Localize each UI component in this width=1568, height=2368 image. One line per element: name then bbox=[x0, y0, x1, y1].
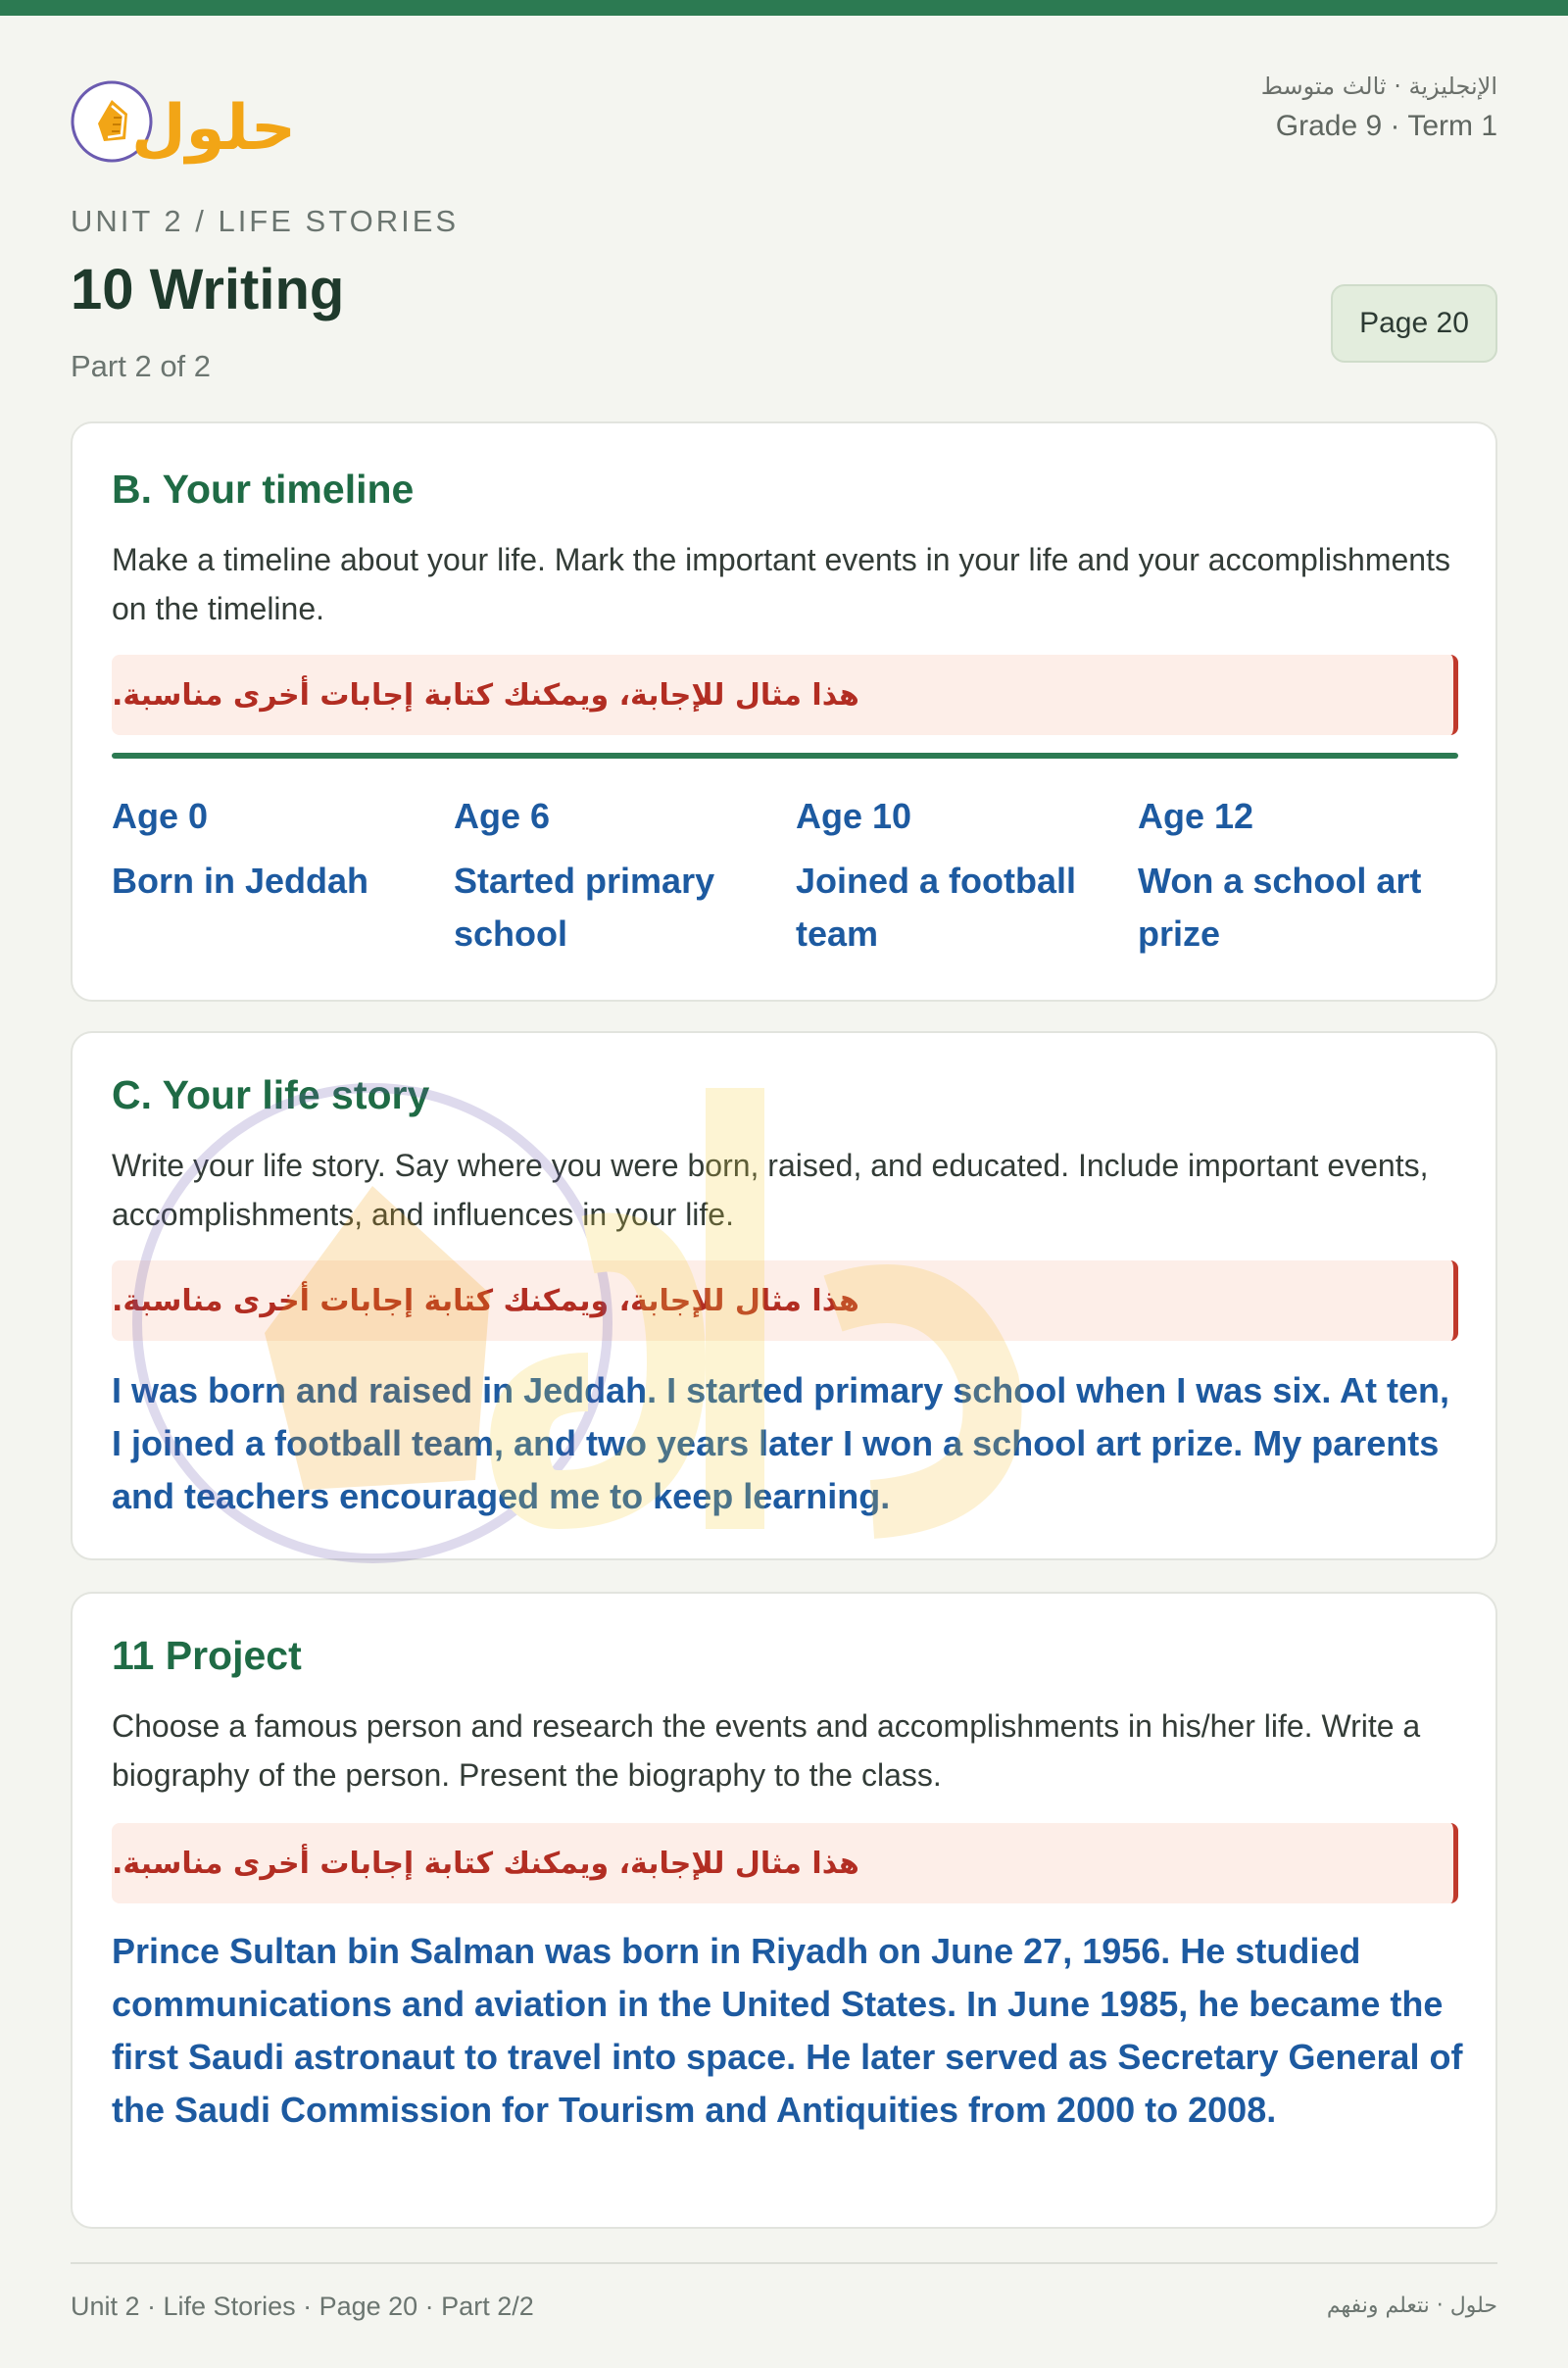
project-answer: Prince Sultan bin Salman was born in Riyadh on June 27, 1956. He studied communications and aviation in the United States. In June 1985, he became the first Saudi astronaut to travel into space. He later served as Secretary General of the Saudi Commission for Tourism and Antiquities from 2000 to 2008. bbox=[112, 1931, 1463, 2130]
life-story-answer: I was born and raised in Jeddah. I started primary school when I was six. At ten, I joined a football team, and two years later I won a school art prize. My parents and teachers encouraged me to keep learning. bbox=[112, 1370, 1450, 1516]
timeline-entry bbox=[796, 796, 1109, 961]
footer-brand: حلول · نتعلم ونفهم bbox=[1326, 2294, 1497, 2318]
timeline-line bbox=[112, 753, 1458, 759]
footer-info: Unit 2 · Life Stories · Page 20 · Part 2/2 bbox=[71, 2292, 534, 2321]
answer-note: هذا مثال للإجابة، ويمكنك كتابة إجابات أخرى مناسبة. bbox=[112, 1823, 1458, 1903]
section-c-title: C. Your life story bbox=[112, 1072, 430, 1117]
timeline-age: Age 12 bbox=[1138, 796, 1254, 836]
timeline-entry bbox=[112, 796, 425, 908]
timeline-event: Started primary school bbox=[454, 861, 715, 954]
project-card bbox=[71, 1592, 1497, 2229]
timeline-event: Won a school art prize bbox=[1138, 861, 1422, 954]
section-b-title: B. Your timeline bbox=[112, 467, 415, 512]
top-accent-bar bbox=[0, 0, 1568, 16]
logo-graphic bbox=[69, 63, 343, 171]
header-meta bbox=[1261, 73, 1497, 143]
page-badge: Page 20 bbox=[1331, 284, 1497, 363]
timeline-entry bbox=[454, 796, 767, 961]
subject-arabic: الإنجليزية · ثالث متوسط bbox=[1260, 73, 1497, 100]
section-b-instruction: Make a timeline about your life. Mark the important events in your life and your accomplishments on the timeline. bbox=[112, 542, 1450, 626]
life-story-card bbox=[71, 1031, 1497, 1560]
timeline-age: Age 10 bbox=[796, 796, 912, 836]
unit-label: UNIT 2 / LIFE STORIES bbox=[71, 204, 460, 238]
timeline-age: Age 0 bbox=[112, 796, 209, 836]
lesson-title: 10 Writing bbox=[71, 258, 345, 321]
timeline-card bbox=[71, 421, 1497, 1002]
timeline-age: Age 6 bbox=[454, 796, 551, 836]
timeline-event: Joined a football team bbox=[796, 861, 1077, 954]
timeline-entry bbox=[1138, 796, 1451, 961]
hulul-logo bbox=[69, 63, 343, 171]
timeline-event: Born in Jeddah bbox=[112, 861, 369, 901]
answer-note: هذا مثال للإجابة، ويمكنك كتابة إجابات أخرى مناسبة. bbox=[112, 655, 1458, 735]
grade-term: Grade 9 · Term 1 bbox=[1275, 110, 1497, 142]
part-label: Part 2 of 2 bbox=[71, 349, 212, 383]
svg-text:حلول: حلول bbox=[131, 92, 296, 165]
answer-note: هذا مثال للإجابة، ويمكنك كتابة إجابات أخرى مناسبة. bbox=[112, 1260, 1458, 1341]
project-title: 11 Project bbox=[112, 1633, 302, 1678]
section-c-instruction: Write your life story. Say where you were born, raised, and educated. Include important events, accomplishments, and influences in your life. bbox=[112, 1148, 1429, 1232]
footer-divider bbox=[71, 2262, 1497, 2264]
project-instruction: Choose a famous person and research the events and accomplishments in his/her life. Write a biography of the person. Present the biography to the class. bbox=[112, 1708, 1421, 1793]
